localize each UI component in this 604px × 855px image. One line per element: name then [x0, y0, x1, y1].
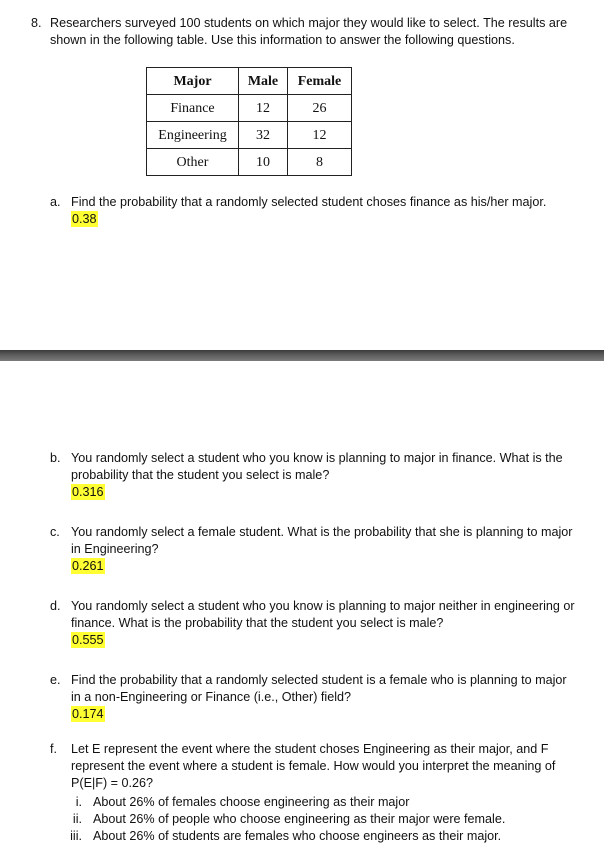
part-b-answer: 0.316 [72, 485, 104, 499]
row-label: Finance [147, 95, 239, 122]
page-break-divider [0, 350, 604, 361]
part-a [71, 194, 576, 228]
male-count: 32 [239, 122, 288, 149]
table-row [147, 122, 352, 149]
part-b [71, 450, 576, 501]
part-c [71, 524, 576, 575]
male-count: 10 [239, 149, 288, 176]
header-male: Male [239, 68, 288, 95]
part-d-text: You randomly select a student who you know is planning to major neither in engineering or finance. What is the probability that the student you select is male? [71, 599, 575, 630]
table-row [147, 149, 352, 176]
female-count: 26 [288, 95, 352, 122]
header-female: Female [288, 68, 352, 95]
table-row [147, 95, 352, 122]
part-b-text: You randomly select a student who you know is planning to major in finance. What is the probability that the student you select is male? [71, 451, 563, 482]
part-e-answer: 0.174 [72, 707, 104, 721]
part-c-letter: c. [50, 525, 60, 539]
part-a-answer: 0.38 [72, 212, 97, 226]
option-ii-numeral: ii. [72, 812, 82, 826]
male-count: 12 [239, 95, 288, 122]
female-count: 12 [288, 122, 352, 149]
header-major: Major [147, 68, 239, 95]
option-iii-numeral: iii. [70, 829, 82, 843]
part-d-letter: d. [50, 599, 61, 613]
question-number: 8. [31, 16, 42, 30]
part-e [71, 672, 576, 723]
female-count: 8 [288, 149, 352, 176]
question-text: Researchers surveyed 100 students on which major they would like to select. The results are shown in the following table. Use this information to answer the following questions. [50, 16, 568, 47]
part-d-answer: 0.555 [72, 633, 104, 647]
part-b-letter: b. [50, 451, 61, 465]
part-f-letter: f. [50, 742, 57, 756]
part-e-text: Find the probability that a randomly selected student is a female who is planning to major in a non-Engineering or Finance (i.e., Other) field? [71, 673, 567, 704]
part-f [71, 741, 576, 792]
option-i-text: About 26% of females choose engineering as their major [93, 795, 410, 809]
part-a-letter: a. [50, 195, 61, 209]
majors-table [146, 67, 352, 176]
row-label: Engineering [147, 122, 239, 149]
option-ii-text: About 26% of people who choose engineering as their major were female. [93, 812, 506, 826]
part-e-letter: e. [50, 673, 61, 687]
part-a-text: Find the probability that a randomly selected student choses finance as his/her major. [71, 195, 547, 209]
table-header-row [147, 68, 352, 95]
option-i-numeral: i. [75, 795, 82, 809]
part-d [71, 598, 576, 649]
row-label: Other [147, 149, 239, 176]
option-iii-text: About 26% of students are females who choose engineers as their major. [93, 829, 502, 843]
part-f-text: Let E represent the event where the student choses Engineering as their major, and F represent the event where a student is female. How would you interpret the meaning of P(E|F) = 0.26? [71, 742, 556, 790]
part-c-text: You randomly select a female student. What is the probability that she is planning to major in Engineering? [71, 525, 573, 556]
part-c-answer: 0.261 [72, 559, 104, 573]
